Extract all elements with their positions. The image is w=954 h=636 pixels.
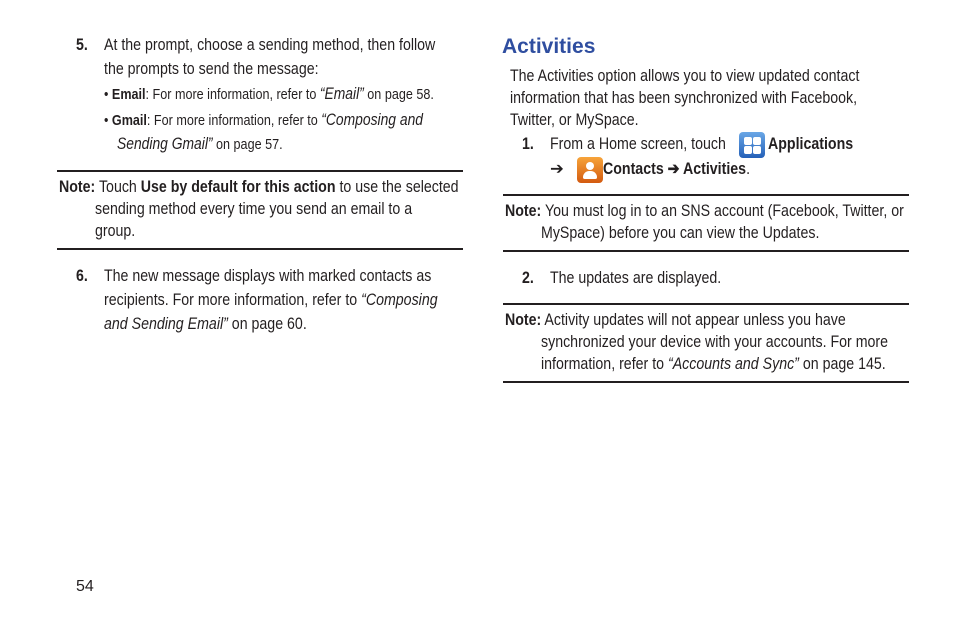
note-divider-top	[57, 170, 463, 172]
note2-line-1: Note: Activity updates will not appear unless you have	[505, 311, 846, 329]
note2-line-3: information, refer to “Accounts and Sync” on page 145.	[541, 355, 886, 373]
note1-line-2: MySpace) before you can view the Updates.	[541, 224, 820, 242]
step-5-number: 5.	[76, 36, 88, 54]
intro-line-3: Twitter, or MySpace.	[510, 111, 639, 129]
step-5-line-2: the prompts to send the message:	[104, 60, 319, 78]
note-line-2: sending method every time you send an email to a	[95, 200, 413, 218]
bullet-gmail-cont: Sending Gmail” on page 57.	[117, 135, 283, 153]
note1-line-1: Note: You must log in to an SNS account (Facebook, Twitter, or	[505, 202, 904, 220]
step-5-line-1: At the prompt, choose a sending method, then follow	[104, 36, 436, 54]
note2-divider-top	[503, 303, 909, 305]
step-2-text: The updates are displayed.	[550, 269, 722, 287]
bullet-gmail: • Gmail: For more information, refer to “Composing and	[104, 111, 424, 129]
step-1-number: 1.	[522, 135, 534, 153]
step-6-line-3: and Sending Email” on page 60.	[104, 315, 307, 333]
step-6-number: 6.	[76, 267, 88, 285]
step-6-line-1: The new message displays with marked contacts as	[104, 267, 432, 285]
note2-line-2: synchronized your device with your accounts. For more	[541, 333, 889, 351]
applications-label: Applications	[768, 135, 854, 153]
step-2-number: 2.	[522, 269, 534, 287]
step-6-line-2: recipients. For more information, refer to “Composing	[104, 291, 438, 309]
intro-line-2: information that has been synchronized with Facebook,	[510, 89, 858, 107]
step-1-line-1: From a Home screen, touch	[550, 135, 726, 153]
note-line-3: group.	[95, 222, 136, 240]
contacts-icon	[577, 157, 603, 183]
bullet-email: • Email: For more information, refer to “Email” on page 58.	[104, 85, 434, 103]
note-divider-bottom	[57, 248, 463, 250]
section-heading-activities: Activities	[502, 35, 596, 58]
note-line-1: Note: Touch Use by default for this action to use the selected	[59, 178, 459, 196]
note1-divider-top	[503, 194, 909, 196]
page-number: 54	[76, 578, 94, 595]
note1-divider-bottom	[503, 250, 909, 252]
step-1-arrow: ➔	[550, 160, 564, 178]
intro-line-1: The Activities option allows you to view updated contact	[510, 67, 860, 85]
note2-divider-bottom	[503, 381, 909, 383]
applications-grid-icon	[739, 132, 765, 158]
step-1-line-2: Contacts ➔ Activities.	[603, 160, 751, 178]
note-label: Note:	[59, 178, 96, 196]
